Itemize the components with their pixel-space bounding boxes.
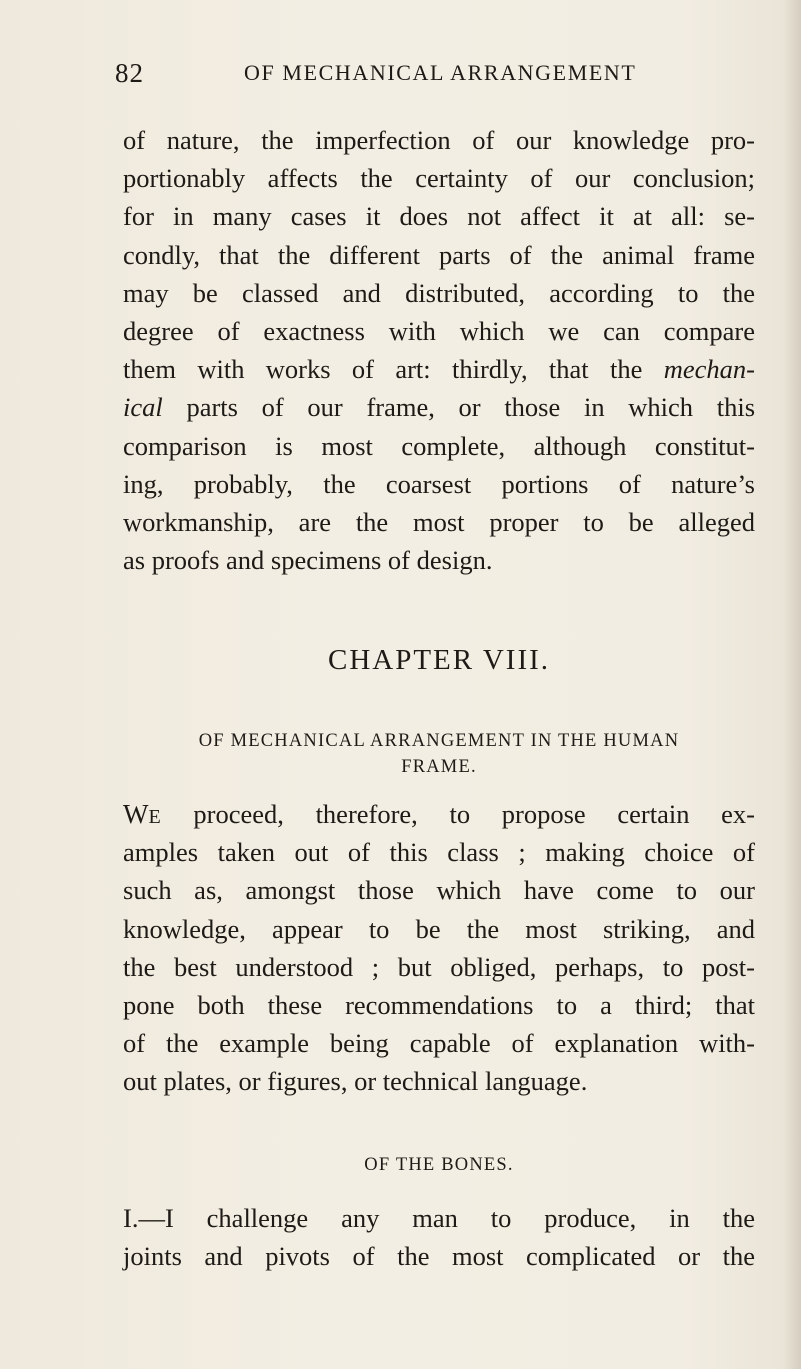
text-line: joints and pivots of the most complicated or the: [123, 1241, 755, 1272]
text-line: amples taken out of this class ; making choice of: [123, 837, 755, 868]
text-line: portionably affects the certainty of our conclusion;: [123, 163, 755, 194]
text-line: [123, 350, 755, 388]
text-line: the best understood ; but obliged, perhaps, to post-: [123, 951, 755, 982]
running-head-title: OF MECHANICAL ARRANGEMENT: [244, 60, 637, 85]
text-fragment: proceed, therefore, to propose certain ex-: [161, 799, 755, 829]
text-line: as proofs and specimens of design.: [123, 545, 493, 576]
text-fragment: them with works of art: thirdly, that the: [123, 354, 664, 385]
italic-word: ical: [123, 392, 163, 423]
text-line: of the example being capable of explanation with-: [123, 1028, 755, 1059]
text-line: of nature, the imperfection of our knowledge pro-: [123, 125, 755, 155]
paragraph-continuation: [123, 121, 755, 579]
paragraph-section: [123, 1199, 755, 1275]
text-line: [123, 388, 755, 426]
text-line: I.—I challenge any man to produce, in the: [123, 1203, 755, 1233]
text-line: workmanship, are the most proper to be alleged: [123, 506, 755, 537]
text-line: comparison is most complete, although constitut-: [123, 430, 755, 461]
text-line: condly, that the different parts of the animal frame: [123, 239, 755, 270]
text-line: for in many cases it does not affect it at all: se-: [123, 201, 755, 232]
opening-initial: W: [123, 799, 149, 829]
text-line: [123, 795, 755, 833]
opening-smallcaps: E: [148, 806, 162, 828]
text-line: out plates, or figures, or technical language.: [123, 1066, 588, 1097]
chapter-subtitle-line: OF MECHANICAL ARRANGEMENT IN THE HUMAN: [198, 731, 680, 751]
text-line: may be classed and distributed, according to the: [123, 277, 755, 308]
text-line: knowledge, appear to be the most striking, and: [123, 913, 755, 944]
page-number: 82: [115, 58, 144, 88]
running-head: [115, 58, 675, 98]
text-fragment: parts of our frame, or those in which this: [186, 392, 756, 423]
paragraph-chapter-opening: [123, 795, 755, 1101]
chapter-subtitle-line: FRAME.: [401, 757, 477, 777]
text-line: such as, amongst those which have come to our: [123, 875, 755, 906]
chapter-subtitle: [123, 728, 755, 780]
text-line: pone both these recommendations to a third; that: [123, 989, 755, 1020]
italic-word: mechan-: [663, 354, 755, 385]
text-line: ing, probably, the coarsest portions of nature’s: [123, 468, 755, 499]
section-heading: OF THE BONES.: [364, 1155, 514, 1175]
text-line: degree of exactness with which we can compare: [123, 315, 755, 346]
chapter-heading: CHAPTER VIII.: [327, 644, 551, 676]
page-edge-shadow: [783, 0, 801, 1369]
